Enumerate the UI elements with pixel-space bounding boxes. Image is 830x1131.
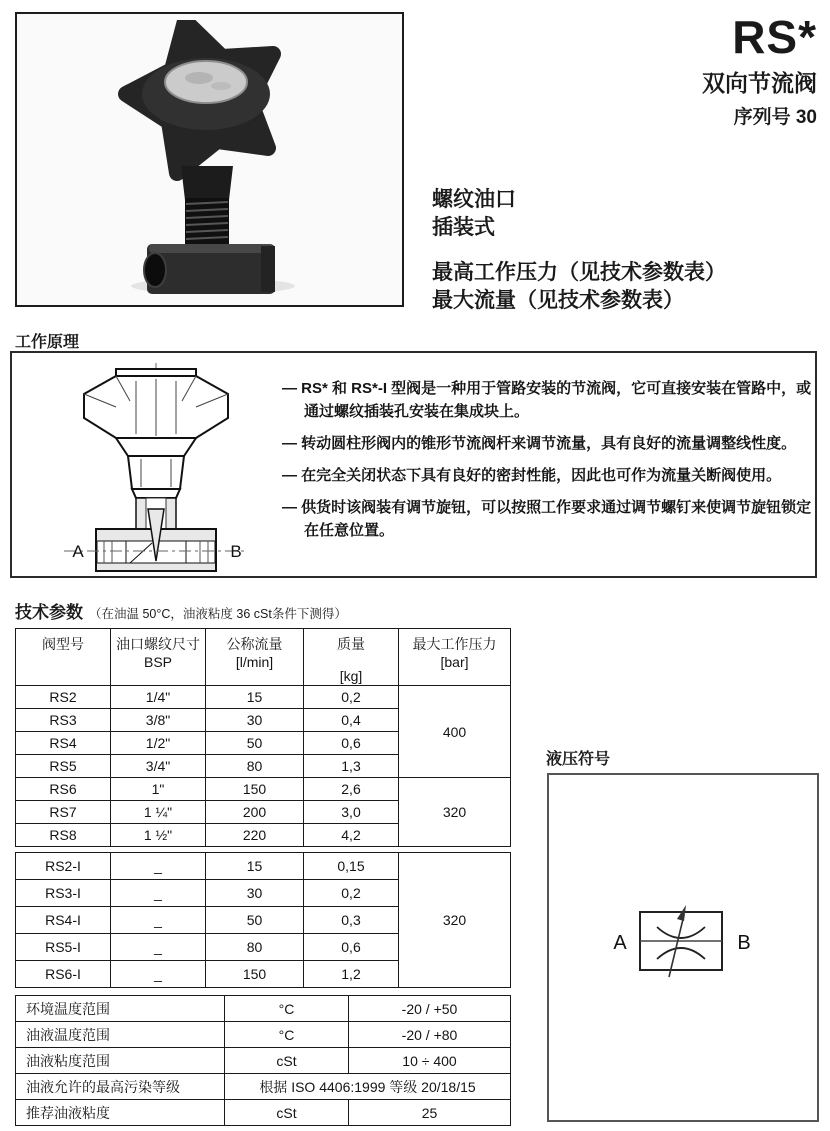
table-row	[16, 853, 511, 880]
tech-params-note: （在油温 50°C，油液粘度 36 cSt条件下测得）	[89, 607, 347, 621]
cond-label: 油液允许的最高污染等级	[16, 1074, 225, 1100]
brand-name: 双向节流阀	[702, 70, 817, 96]
table-row	[16, 1048, 511, 1074]
cond-value: 10 ÷ 400	[349, 1048, 511, 1074]
port-label-b: B	[230, 542, 242, 561]
cell-mass: 0,6	[304, 934, 399, 961]
bullet-item: — 供货时该阀装有调节旋钮，可以按照工作要求通过调节螺钉来使调节旋钮锁定在任意位置。	[282, 499, 812, 539]
brand-model: RS*	[732, 11, 817, 63]
cond-value: -20 / +50	[349, 996, 511, 1022]
cond-unit: cSt	[225, 1048, 349, 1074]
valve-body	[144, 244, 275, 294]
cell-model: RS4-I	[16, 907, 111, 934]
valve-stem	[181, 166, 233, 246]
col-pressure-header: 最大工作压力 [bar]	[399, 629, 511, 686]
cell-flow: 200	[206, 801, 304, 824]
cell-flow: 150	[206, 778, 304, 801]
cell-flow: 30	[206, 880, 304, 907]
table-row	[16, 1074, 511, 1100]
brand-block	[702, 11, 817, 129]
col-model-header: 阀型号	[16, 629, 111, 686]
cell-mass: 3,0	[304, 801, 399, 824]
cell-mass: 0,15	[304, 853, 399, 880]
hydraulic-symbol-title: 液压符号	[546, 751, 611, 768]
cond-value: -20 / +80	[349, 1022, 511, 1048]
cell-mass: 0,2	[304, 686, 399, 709]
tech-params-title-row	[15, 598, 347, 623]
cell-flow: 15	[206, 853, 304, 880]
cell-bsp: 1 ½"	[111, 824, 206, 847]
col-flow-header: 公称流量 [l/min]	[206, 629, 304, 686]
cell-mass: 4,2	[304, 824, 399, 847]
working-principle-bullets	[282, 377, 812, 551]
table-row	[16, 778, 511, 801]
table-row	[16, 1022, 511, 1048]
cell-bsp: 1 ¼"	[111, 801, 206, 824]
cell-mass: 0,3	[304, 907, 399, 934]
cond-unit: cSt	[225, 1100, 349, 1126]
col-mass-header: 质量 [kg]	[304, 629, 399, 686]
cell-model: RS2	[16, 686, 111, 709]
symbol-port-label-b: B	[737, 932, 751, 954]
cell-bsp: 1"	[111, 778, 206, 801]
cell-model: RS3-I	[16, 880, 111, 907]
valve-section-drawing	[52, 361, 257, 573]
cell-flow: 30	[206, 709, 304, 732]
spec-table-cartridge	[15, 852, 511, 988]
port-label-a: A	[72, 542, 84, 561]
intro-line-3: 最高工作压力（见技术参数表）	[432, 261, 726, 284]
table-row	[16, 1100, 511, 1126]
cell-flow: 50	[206, 732, 304, 755]
conditions-table	[15, 995, 511, 1126]
cond-label: 推荐油液粘度	[16, 1100, 225, 1126]
cell-flow: 150	[206, 961, 304, 988]
cell-flow: 15	[206, 686, 304, 709]
cell-model: RS4	[16, 732, 111, 755]
cell-model: RS8	[16, 824, 111, 847]
cell-mass: 1,3	[304, 755, 399, 778]
cond-unit: °C	[225, 996, 349, 1022]
cell-flow: 80	[206, 934, 304, 961]
cond-label: 油液温度范围	[16, 1022, 225, 1048]
cell-pressure-group: 320	[399, 853, 511, 988]
table-row	[16, 996, 511, 1022]
bullet-item: — 在完全关闭状态下具有良好的密封性能，因此也可作为流量关断阀使用。	[282, 467, 782, 484]
cell-model: RS2-I	[16, 853, 111, 880]
cell-bsp: _	[111, 934, 206, 961]
cell-model: RS5	[16, 755, 111, 778]
cond-unit: °C	[225, 1022, 349, 1048]
bullet-item: — 转动圆柱形阀内的锥形节流阀杆来调节流量，具有良好的流量调整线性度。	[282, 435, 797, 452]
cell-bsp: 3/4"	[111, 755, 206, 778]
cell-mass: 2,6	[304, 778, 399, 801]
cell-mass: 0,2	[304, 880, 399, 907]
brand-series: 序列号 30	[733, 107, 817, 128]
col-thread-header: 油口螺纹尺寸 BSP	[111, 629, 206, 686]
cell-model: RS5-I	[16, 934, 111, 961]
cell-bsp: _	[111, 907, 206, 934]
symbol-port-label-a: A	[613, 932, 627, 954]
adjust-arrow	[669, 915, 684, 977]
cell-bsp: _	[111, 961, 206, 988]
bullet-item: — RS* 和 RS*-I 型阀是一种用于管路安装的节流阀，它可直接安装在管路中，或通过螺纹插装孔安装在集成块上。	[282, 380, 812, 420]
intro-line-4: 最大流量（见技术参数表）	[432, 289, 684, 312]
cell-flow: 220	[206, 824, 304, 847]
cell-model: RS3	[16, 709, 111, 732]
spec-table-main	[15, 628, 511, 847]
cell-bsp: 1/4"	[111, 686, 206, 709]
cell-mass: 0,4	[304, 709, 399, 732]
cell-model: RS7	[16, 801, 111, 824]
intro-line-2: 插装式	[432, 216, 495, 239]
drawing-neck	[128, 456, 184, 498]
cond-label: 油液粘度范围	[16, 1048, 225, 1074]
throttle-arc-lower	[657, 948, 705, 959]
cell-bsp: _	[111, 853, 206, 880]
cell-mass: 0,6	[304, 732, 399, 755]
cond-value: 25	[349, 1100, 511, 1126]
cell-flow: 80	[206, 755, 304, 778]
spec-header-row	[16, 629, 511, 686]
product-photo-frame	[15, 12, 404, 307]
cell-pressure-group: 320	[399, 778, 511, 847]
tech-params-title: 技术参数	[15, 603, 83, 622]
valve-knob	[126, 21, 273, 173]
working-principle-panel	[10, 351, 817, 578]
cell-flow: 50	[206, 907, 304, 934]
cell-bsp: 3/8"	[111, 709, 206, 732]
cell-bsp: 1/2"	[111, 732, 206, 755]
hydraulic-symbol-drawing	[587, 897, 807, 992]
table-row	[16, 686, 511, 709]
intro-block	[432, 186, 726, 315]
valve-port-hole	[144, 253, 166, 287]
cond-label: 环境温度范围	[16, 996, 225, 1022]
working-principle-title: 工作原理	[15, 334, 80, 351]
cell-model: RS6	[16, 778, 111, 801]
cell-mass: 1,2	[304, 961, 399, 988]
hydraulic-symbol-panel	[547, 773, 819, 1122]
cell-pressure-group: 400	[399, 686, 511, 778]
cell-model: RS6-I	[16, 961, 111, 988]
intro-line-1: 螺纹油口	[432, 188, 516, 211]
cond-merged-value: 根据 ISO 4406:1999 等级 20/18/15	[225, 1074, 511, 1100]
cell-bsp: _	[111, 880, 206, 907]
valve-photo-illustration	[71, 20, 351, 302]
